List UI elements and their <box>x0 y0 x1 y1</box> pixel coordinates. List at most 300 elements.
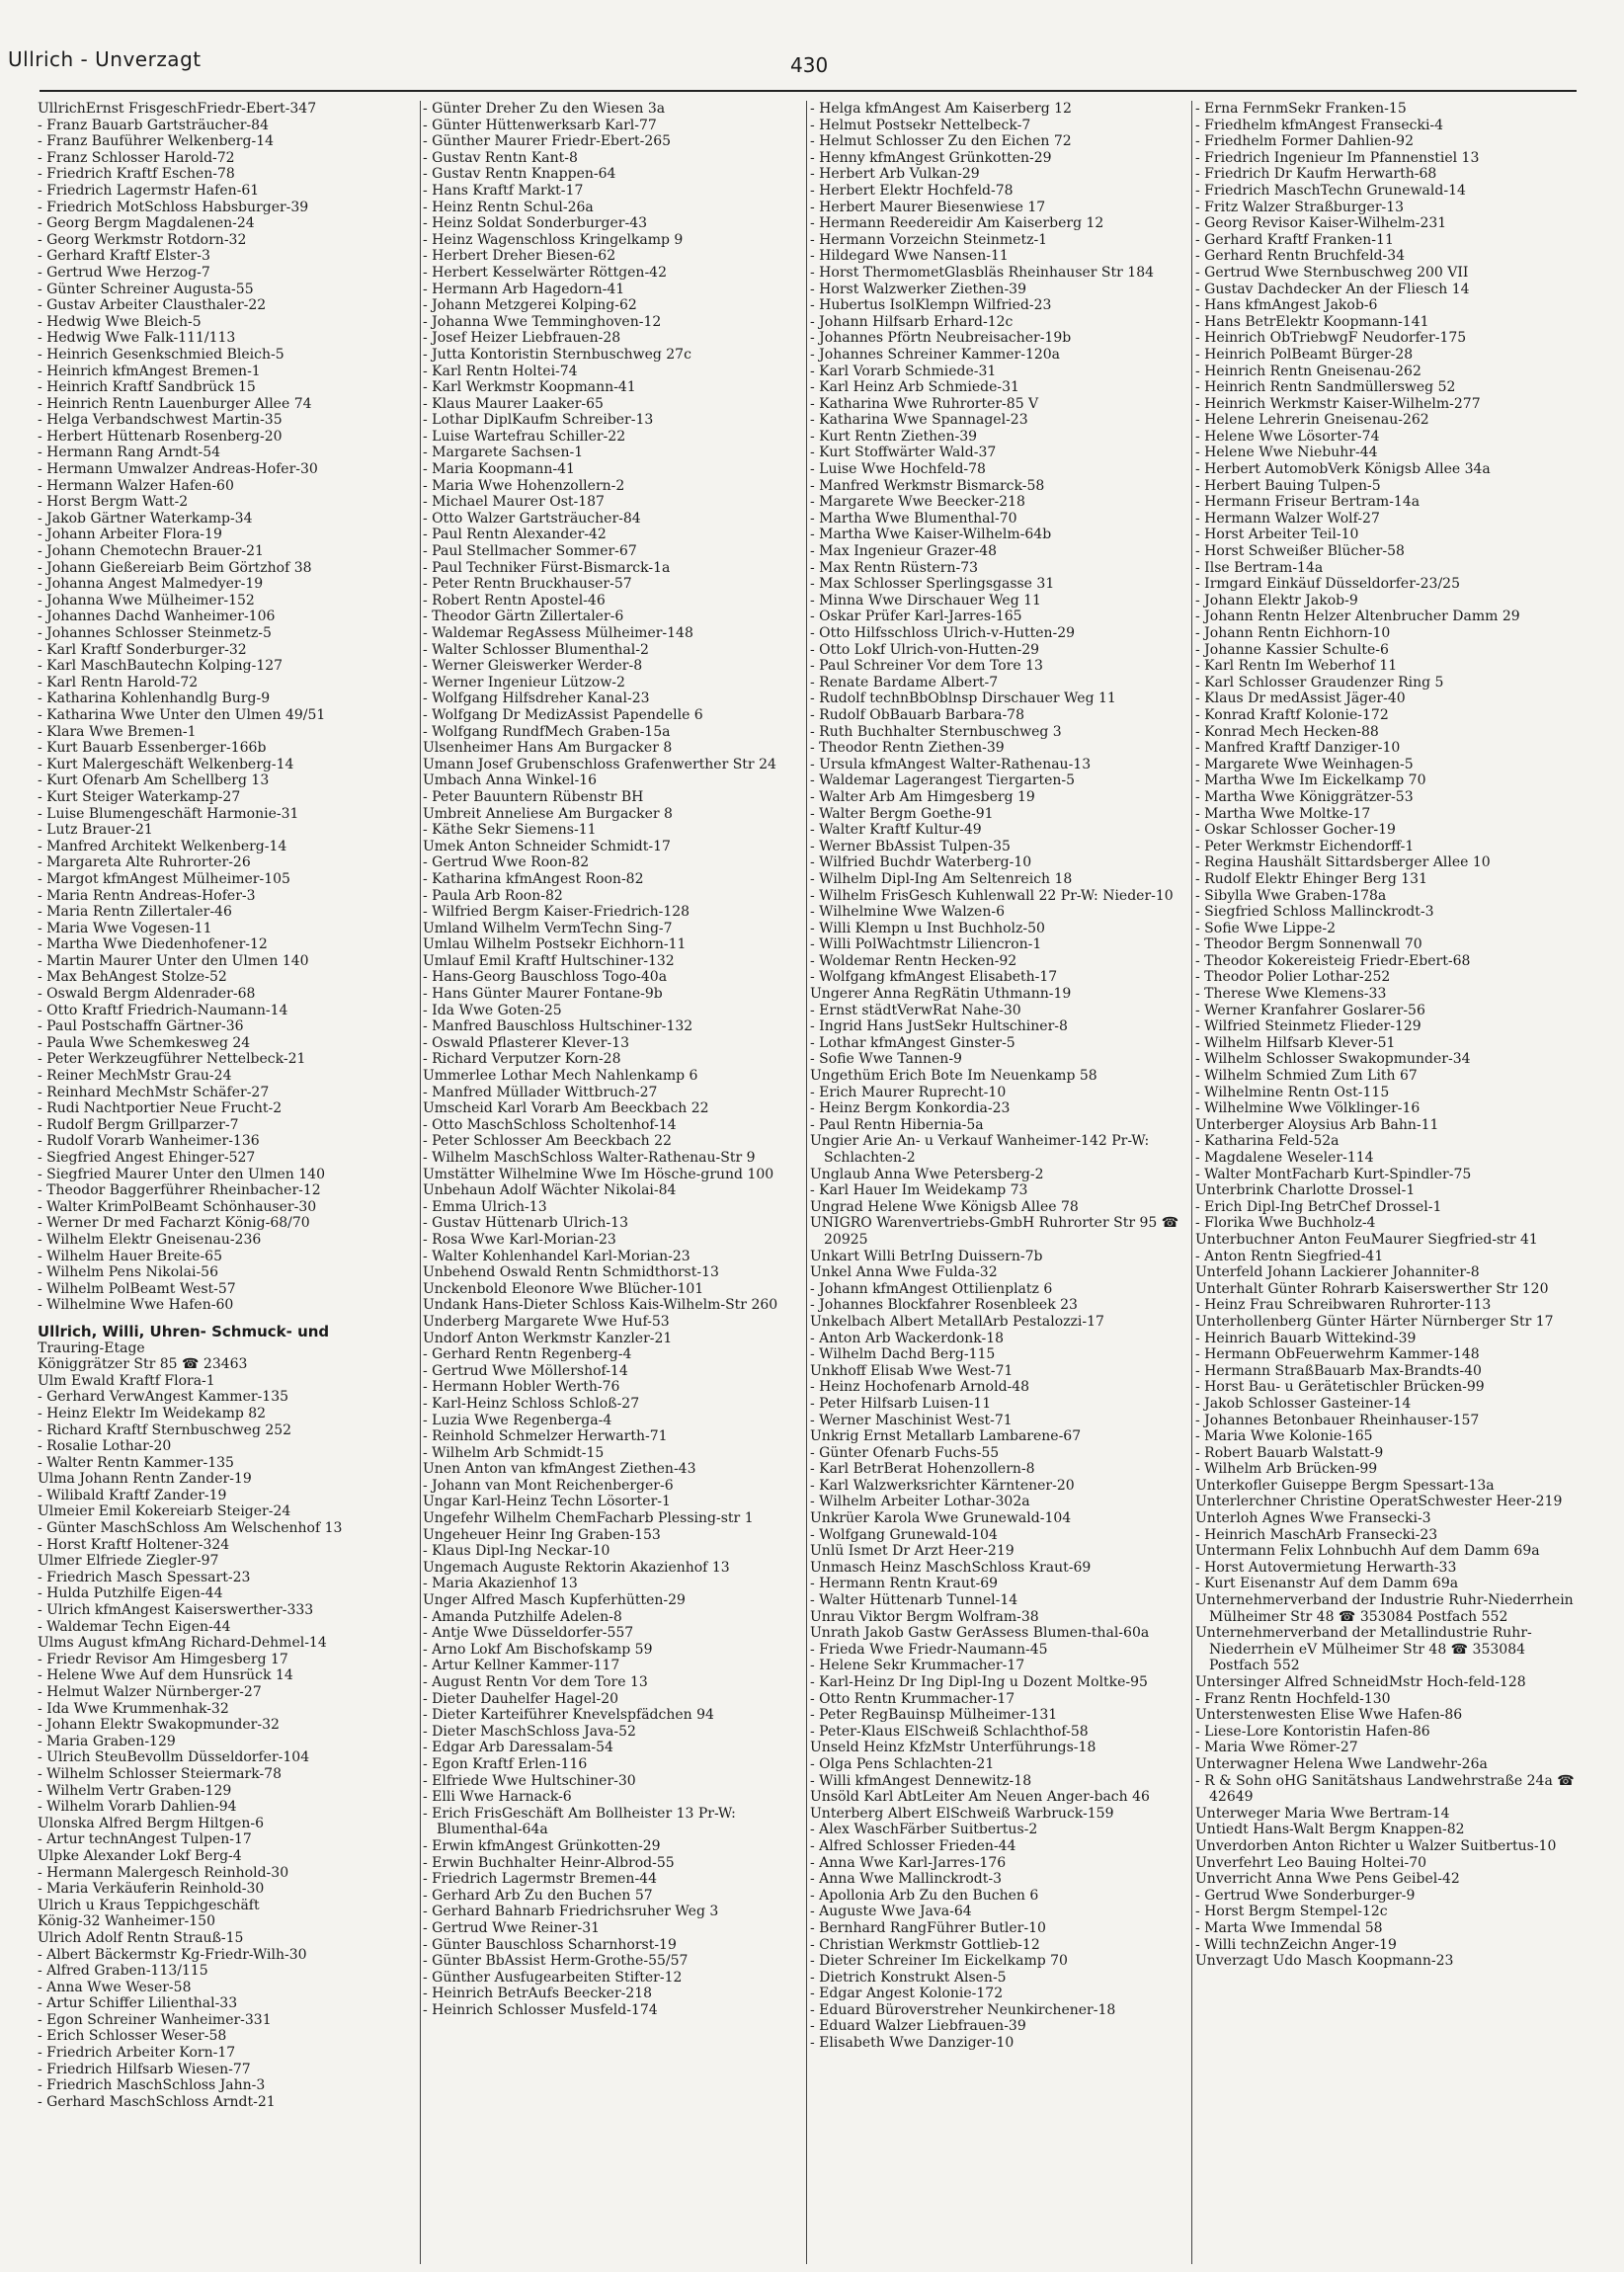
directory-entry: - Gerhard Rentn Bruchfeld-34 <box>1195 248 1406 265</box>
directory-entry: - Maria Koopmann-41 <box>423 461 575 478</box>
directory-entry: - Wilhelm Vorarb Dahlien-94 <box>38 1799 237 1816</box>
directory-entry: - Max Rentn Rüstern-73 <box>810 559 979 576</box>
directory-entry: - Fritz Walzer Straßburger-13 <box>1195 199 1405 215</box>
directory-entry: - Horst Bergm Watt-2 <box>38 494 189 511</box>
directory-entry: - Kurt Steiger Waterkamp-27 <box>38 788 241 805</box>
directory-entry: - Katharina Wwe Spannagel-23 <box>810 412 1028 429</box>
directory-entry: - Helene Wwe Lösorter-74 <box>1195 428 1380 445</box>
directory-entry: - Otto Kraftf Friedrich-Naumann-14 <box>38 1002 288 1018</box>
directory-entry: Undorf Anton Werkmstr Kanzler-21 <box>423 1330 673 1346</box>
directory-entry: - Martha Wwe Königgrätzer-53 <box>1195 788 1414 805</box>
directory-entry: Unbehend Oswald Rentn Schmidthorst-13 <box>423 1264 719 1281</box>
directory-entry: Untermann Felix Lohnbuchh Auf dem Damm 69a <box>1195 1543 1540 1560</box>
directory-entry: - Wilfried Steinmetz Flieder-129 <box>1195 1018 1421 1035</box>
directory-entry: - Walter Kraftf Kultur-49 <box>810 822 982 839</box>
directory-entry: - Paul Postschaffn Gärtner-36 <box>38 1018 244 1035</box>
directory-entry: - Karl Rentn Harold-72 <box>38 674 199 690</box>
directory-entry: Unterloh Agnes Wwe Fransecki-3 <box>1195 1510 1431 1527</box>
directory-entry: Undank Hans-Dieter Schloss Kais-Wilhelm-Str 260 <box>423 1297 778 1314</box>
directory-entry: Unterbrink Charlotte Drossel-1 <box>1195 1182 1416 1199</box>
directory-entry: - Dieter Dauhelfer Hagel-20 <box>423 1690 619 1707</box>
directory-entry: Ulrich Adolf Rentn Strauß-15 <box>38 1929 244 1946</box>
directory-entry: - Willi technZeichn Anger-19 <box>1195 1936 1397 1953</box>
directory-entry: - Waldemar Lagerangest Tiergarten-5 <box>810 772 1076 789</box>
directory-entry: - Florika Wwe Buchholz-4 <box>1195 1215 1376 1232</box>
directory-entry: - Renate Bardame Albert-7 <box>810 674 999 690</box>
directory-entry: - Woldemar Rentn Hecken-92 <box>810 952 1017 969</box>
directory-entry: - Johann Chemotechn Brauer-21 <box>38 543 264 560</box>
directory-entry: - Wilhelm Dipl-Ing Am Seltenreich 18 <box>810 870 1073 887</box>
directory-entry: - Manfred Architekt Welkenberg-14 <box>38 838 287 854</box>
directory-entry: - Johannes Pförtn Neubreisacher-19b <box>810 330 1072 347</box>
directory-entry: Umbreit Anneliese Am Burgacker 8 <box>423 805 673 822</box>
directory-entry: - Horst Kraftf Holtener-324 <box>38 1536 230 1553</box>
directory-entry: - Willi kfmAngest Dennewitz-18 <box>810 1772 1032 1789</box>
directory-entry: - Hedwig Wwe Falk-111/113 <box>38 330 236 347</box>
directory-entry: Ungier Arie An- u Verkauf Wanheimer-142 Pr-W: Schlachten-2 <box>810 1133 1150 1166</box>
directory-entry: Umscheid Karl Vorarb Am Beeckbach 22 <box>423 1100 709 1117</box>
directory-entry: - Hubertus IsolKlempn Wilfried-23 <box>810 297 1052 314</box>
directory-entry: - Gustav Arbeiter Clausthaler-22 <box>38 297 267 314</box>
directory-entry: - Oskar Prüfer Karl-Jarres-165 <box>810 609 1022 625</box>
directory-entry: - Heinz Bergm Konkordia-23 <box>810 1100 1011 1117</box>
directory-entry: - Günter Dreher Zu den Wiesen 3a <box>423 101 666 117</box>
directory-entry: Unrath Jakob Gastw GerAssess Blumen-thal-60a <box>810 1625 1150 1642</box>
directory-entry: - Horst Autovermietung Herwarth-33 <box>1195 1559 1457 1576</box>
directory-entry: - Wolfgang kfmAngest Elisabeth-17 <box>810 969 1058 986</box>
directory-entry: - Günter Hüttenwerksarb Karl-77 <box>423 117 657 133</box>
directory-entry: - Gertrud Wwe Roon-82 <box>423 854 590 871</box>
directory-entry: - Johanna Wwe Temminghoven-12 <box>423 313 662 330</box>
directory-entry: - Gustav Rentn Knappen-64 <box>423 166 616 183</box>
directory-entry: - Gertrud Wwe Möllershof-14 <box>423 1362 628 1379</box>
directory-entry: - Luise Blumengeschäft Harmonie-31 <box>38 805 299 822</box>
directory-entry: - Wolfgang Hilfsdreher Kanal-23 <box>423 690 650 707</box>
directory-entry: - Heinz Frau Schreibwaren Ruhrorter-113 <box>1195 1297 1492 1314</box>
directory-entry: - Herbert Maurer Biesenwiese 17 <box>810 199 1046 215</box>
directory-entry: - Johann Gießereiarb Beim Görtzhof 38 <box>38 559 312 576</box>
directory-entry: - Katharina Feld-52a <box>1195 1133 1340 1150</box>
directory-entry: Ulrich u Kraus Teppichgeschäft <box>38 1897 260 1913</box>
directory-entry: - Walter MontFacharb Kurt-Spindler-75 <box>1195 1166 1472 1182</box>
directory-entry: - Edgar Angest Kolonie-172 <box>810 1986 1004 2002</box>
directory-entry: - Helene Wwe Auf dem Hunsrück 14 <box>38 1667 293 1684</box>
directory-entry: - Friedrich Dr Kaufm Herwarth-68 <box>1195 166 1437 183</box>
directory-entry: - Konrad Kraftf Kolonie-172 <box>1195 706 1389 723</box>
directory-column-1 <box>38 101 415 2264</box>
directory-entry: - Friedhelm kfmAngest Fransecki-4 <box>1195 117 1444 133</box>
directory-entry: UNIGRO Warenvertriebs-GmbH Ruhrorter Str 95 ☎ 20925 <box>810 1215 1179 1248</box>
directory-entry: Ungemach Auguste Rektorin Akazienhof 13 <box>423 1559 730 1576</box>
directory-entry: - Eduard Walzer Liebfrauen-39 <box>810 2018 1026 2035</box>
directory-entry: - Willi PolWachtmstr Liliencron-1 <box>810 936 1042 953</box>
directory-entry: - Egon Schreiner Wanheimer-331 <box>38 2011 272 2028</box>
directory-entry: Unkart Willi BetrIng Duissern-7b <box>810 1248 1043 1264</box>
directory-entry: - Dieter Schreiner Im Eickelkamp 70 <box>810 1953 1068 1970</box>
directory-entry: - Reinhold Schmelzer Herwarth-71 <box>423 1428 668 1445</box>
directory-entry: - Georg Werkmstr Rotdorn-32 <box>38 231 247 248</box>
directory-entry: - Sofie Wwe Lippe-2 <box>1195 920 1337 936</box>
directory-entry: Unterhollenberg Günter Härter Nürnberger Str 17 <box>1195 1313 1554 1330</box>
directory-entry: - Gertrud Wwe Herzog-7 <box>38 264 210 281</box>
directory-entry: Unternehmerverband der Metallindustrie Ruhr-Niederrhein eV Mülheimer Str 48 ☎ 353084 Postfach 552 <box>1195 1625 1532 1674</box>
directory-entry: - Katharina kfmAngest Roon-82 <box>423 870 644 887</box>
directory-entry: - Gertrud Wwe Sternbuschweg 200 VII <box>1195 264 1469 281</box>
directory-entry: - Richard Verputzer Korn-28 <box>423 1051 621 1068</box>
directory-entry: - Werner Gleiswerker Werder-8 <box>423 658 643 675</box>
directory-entry: UllrichErnst FrisgeschFriedr-Ebert-347 <box>38 101 317 117</box>
directory-entry: - Johannes Schlosser Steinmetz-5 <box>38 625 272 641</box>
directory-entry: - Hans Kraftf Markt-17 <box>423 182 584 199</box>
directory-entry: - Günter Schreiner Augusta-55 <box>38 281 254 297</box>
directory-entry: - Martha Wwe Moltke-17 <box>1195 805 1371 822</box>
directory-entry: - Horst Bergm Stempel-12c <box>1195 1904 1388 1920</box>
directory-entry: - Irmgard Einkäuf Düsseldorfer-23/25 <box>1195 576 1460 593</box>
directory-entry: - Hermann Umwalzer Andreas-Hofer-30 <box>38 461 318 478</box>
directory-entry: - Gustav Hüttenarb Ulrich-13 <box>423 1215 628 1232</box>
directory-entry: - Hermann Rentn Kraut-69 <box>810 1576 999 1592</box>
directory-entry: - Willi Klempn u Inst Buchholz-50 <box>810 920 1045 936</box>
directory-entry: - Elisabeth Wwe Danziger-10 <box>810 2035 1015 2052</box>
running-head: Ullrich - Unverzagt <box>8 47 202 71</box>
directory-entry: Ulpke Alexander Lokf Berg-4 <box>38 1847 242 1864</box>
directory-entry: - Otto Walzer Gartsträucher-84 <box>423 510 641 527</box>
directory-entry: - Manfred Müllader Wittbruch-27 <box>423 1084 658 1100</box>
directory-entry: - Käthe Sekr Siemens-11 <box>423 822 597 839</box>
directory-entry: - Maria Wwe Römer-27 <box>1195 1740 1358 1756</box>
directory-entry: - Otto Hilfsschloss Ulrich-v-Hutten-29 <box>810 625 1076 641</box>
directory-entry: Ungrad Helene Wwe Königsb Allee 78 <box>810 1198 1079 1215</box>
directory-entry: - Paula Arb Roon-82 <box>423 887 563 904</box>
directory-entry: - Arno Lokf Am Bischofskamp 59 <box>423 1641 653 1658</box>
directory-entry: - Christian Werkmstr Gottlieb-12 <box>810 1936 1040 1953</box>
directory-entry: - Luise Wwe Hochfeld-78 <box>810 461 986 478</box>
directory-entry: - Artur technAngest Tulpen-17 <box>38 1831 252 1848</box>
directory-entry: - Peter Werkmstr Eichendorff-1 <box>1195 838 1415 854</box>
directory-entry: - Emma Ulrich-13 <box>423 1198 547 1215</box>
directory-entry: - Lothar DiplKaufm Schreiber-13 <box>423 412 654 429</box>
page-header <box>0 0 1624 99</box>
directory-entry: - Theodor Kokereisteig Friedr-Ebert-68 <box>1195 952 1471 969</box>
directory-entry: - Johann Rentn Eichhorn-10 <box>1195 625 1391 641</box>
directory-entry: - Oswald Bergm Aldenrader-68 <box>38 986 256 1003</box>
directory-entry: Umbach Anna Winkel-16 <box>423 772 598 789</box>
directory-entry: - Martha Wwe Blumenthal-70 <box>810 510 1017 527</box>
directory-entry: - Peter Werkzeugführer Nettelbeck-21 <box>38 1051 306 1068</box>
directory-entry: - Helene Sekr Krummacher-17 <box>810 1658 1025 1674</box>
directory-entry: - Günther Ausfugearbeiten Stifter-12 <box>423 1969 683 1986</box>
directory-entry: - Egon Kraftf Erlen-116 <box>423 1755 588 1772</box>
directory-entry: - Heinrich Rentn Sandmüllersweg 52 <box>1195 379 1456 396</box>
directory-entry: - Friedrich Masch Spessart-23 <box>38 1569 251 1585</box>
directory-entry: - Johann kfmAngest Ottilienplatz 6 <box>810 1280 1053 1297</box>
directory-entry: - Wilfried Bergm Kaiser-Friedrich-128 <box>423 904 690 921</box>
directory-entry: - Heinrich ObTriebwgF Neudorfer-175 <box>1195 330 1467 347</box>
directory-entry: - Wilhelm Arbeiter Lothar-302a <box>810 1494 1030 1510</box>
directory-entry: - Reiner MechMstr Grau-24 <box>38 1068 232 1085</box>
directory-entry: - Hermann Friseur Bertram-14a <box>1195 494 1421 511</box>
directory-entry: - Walter Bergm Goethe-91 <box>810 805 994 822</box>
directory-entry: - Johannes Blockfahrer Rosenbleek 23 <box>810 1297 1078 1314</box>
directory-entry: - Friedrich Ingenieur Im Pfannenstiel 13 <box>1195 149 1480 166</box>
directory-entry: - Waldemar RegAssess Mülheimer-148 <box>423 625 693 641</box>
directory-entry: - Herbert Hüttenarb Rosenberg-20 <box>38 428 283 445</box>
directory-entry: - Franz Rentn Hochfeld-130 <box>1195 1690 1391 1707</box>
directory-entry: - Erwin kfmAngest Grünkotten-29 <box>423 1837 661 1854</box>
directory-entry: Unkel Anna Wwe Fulda-32 <box>810 1264 998 1281</box>
directory-entry: - Werner Ingenieur Lützow-2 <box>423 674 625 690</box>
directory-entry: - Anna Wwe Weser-58 <box>38 1979 192 1995</box>
directory-entry: - Maria Rentn Zillertaler-46 <box>38 904 232 921</box>
directory-entry: - Wilhelm Arb Brücken-99 <box>1195 1461 1378 1478</box>
directory-column-2 <box>423 101 803 2264</box>
directory-entry: - Johann Arbeiter Flora-19 <box>38 527 222 543</box>
directory-entry: Ulm Ewald Kraftf Flora-1 <box>38 1372 215 1389</box>
directory-entry: - Rudolf technBbOblnsp Dirschauer Weg 11 <box>810 690 1116 707</box>
directory-entry: - Karl MaschBautechn Kolping-127 <box>38 658 284 675</box>
directory-entry: Ulsenheimer Hans Am Burgacker 8 <box>423 740 673 757</box>
directory-entry: - Wolfgang Grunewald-104 <box>810 1526 998 1543</box>
directory-entry: - Walter Arb Am Himgesberg 19 <box>810 788 1035 805</box>
directory-entry: - Wilfried Buchdr Waterberg-10 <box>810 854 1032 871</box>
directory-entry: - Manfred Bauschloss Hultschiner-132 <box>423 1018 693 1035</box>
directory-entry: - Walter Schlosser Blumenthal-2 <box>423 641 649 658</box>
directory-entry: - Wilhelm FrisGesch Kuhlenwall 22 Pr-W: Nieder-10 <box>810 887 1174 904</box>
directory-entry: - Minna Wwe Dirschauer Weg 11 <box>810 592 1041 609</box>
directory-entry: Unen Anton van kfmAngest Ziethen-43 <box>423 1461 696 1478</box>
directory-entry: - Herbert Elektr Hochfeld-78 <box>810 182 1014 199</box>
directory-entry: - Bernhard RangFührer Butler-10 <box>810 1919 1046 1936</box>
directory-entry: - Rudolf ObBauarb Barbara-78 <box>810 706 1024 723</box>
directory-entry: - Wilhelm Vertr Graben-129 <box>38 1782 232 1799</box>
directory-entry: Unterkofler Guiseppe Bergm Spessart-13a <box>1195 1477 1495 1494</box>
directory-entry: - Heinz Wagenschloss Kringelkamp 9 <box>423 231 684 248</box>
directory-entry: - Wolfgang RundfMech Graben-15a <box>423 723 671 740</box>
directory-entry: - Karl Rentn Im Weberhof 11 <box>1195 658 1398 675</box>
directory-entry: - Karl-Heinz Dr Ing Dipl-Ing u Dozent Moltke-95 <box>810 1674 1148 1690</box>
directory-entry: - Kurt Malergeschäft Welkenberg-14 <box>38 756 294 772</box>
directory-entry: - Wilhelmine Wwe Hafen-60 <box>38 1297 234 1314</box>
directory-entry: Umlau Wilhelm Postsekr Eichhorn-11 <box>423 936 687 953</box>
directory-entry: Unbehaun Adolf Wächter Nikolai-84 <box>423 1182 677 1199</box>
directory-entry: Ulma Johann Rentn Zander-19 <box>38 1471 252 1488</box>
directory-entry: - Peter Bauuntern Rübenstr BH <box>423 788 644 805</box>
directory-entry: - Liese-Lore Kontoristin Hafen-86 <box>1195 1723 1430 1740</box>
directory-entry: - Magdalene Weseler-114 <box>1195 1150 1374 1166</box>
directory-entry: - Otto Lokf Ulrich-von-Hutten-29 <box>810 641 1040 658</box>
directory-entry: - Friedrich Arbeiter Korn-17 <box>38 2045 236 2062</box>
directory-entry: - Johannes Dachd Wanheimer-106 <box>38 609 276 625</box>
directory-entry: - Georg Revisor Kaiser-Wilhelm-231 <box>1195 215 1447 232</box>
directory-entry: - Ernst städtVerwRat Nahe-30 <box>810 1002 1021 1018</box>
directory-entry: - Margarete Wwe Beecker-218 <box>810 494 1025 511</box>
directory-entry: - Regina Haushält Sittardsberger Allee 10 <box>1195 854 1491 871</box>
directory-entry: - Günter MaschSchloss Am Welschenhof 13 <box>38 1520 343 1537</box>
directory-entry: - Elfriede Wwe Hultschiner-30 <box>423 1772 636 1789</box>
directory-entry: - Karl-Heinz Schloss Schloß-27 <box>423 1395 640 1412</box>
directory-entry: - Siegfried Maurer Unter den Ulmen 140 <box>38 1166 325 1182</box>
directory-entry: Umann Josef Grubenschloss Grafenwerther Str 24 <box>423 756 776 772</box>
directory-entry: - Maria Akazienhof 13 <box>423 1576 578 1592</box>
directory-entry: - Hermann Walzer Hafen-60 <box>38 477 234 494</box>
directory-entry: - Robert Bauarb Walstatt-9 <box>1195 1444 1384 1461</box>
directory-entry: Unkhoff Elisab Wwe West-71 <box>810 1362 1014 1379</box>
directory-entry: - Gerhard Kraftf Franken-11 <box>1195 231 1394 248</box>
directory-entry: - Wilhelmine Wwe Walzen-6 <box>810 904 1005 921</box>
directory-entry: - Paul Stellmacher Sommer-67 <box>423 543 637 560</box>
directory-entry: - Hildegard Wwe Nansen-11 <box>810 248 1009 265</box>
directory-entry: - Therese Wwe Klemens-33 <box>1195 986 1387 1003</box>
directory-entry: - Heinrich kfmAngest Bremen-1 <box>38 363 261 379</box>
directory-entry: - Albert Bäckermstr Kg-Friedr-Wilh-30 <box>38 1946 307 1963</box>
directory-entry: Ummerlee Lothar Mech Nahlenkamp 6 <box>423 1068 698 1085</box>
directory-entry: - Sofie Wwe Tannen-9 <box>810 1051 962 1068</box>
directory-entry: - Olga Pens Schlachten-21 <box>810 1755 995 1772</box>
directory-entry: - Margot kfmAngest Mülheimer-105 <box>38 870 290 887</box>
directory-entry: - Paul Rentn Alexander-42 <box>423 527 607 543</box>
directory-entry: - Heinz Soldat Sonderburger-43 <box>423 215 648 232</box>
directory-entry: - Konrad Mech Hecken-88 <box>1195 723 1379 740</box>
directory-entry: - Wilibald Kraftf Zander-19 <box>38 1487 227 1503</box>
directory-entry: Königgrätzer Str 85 ☎ 23463 <box>38 1356 248 1373</box>
directory-entry: - Hermann Vorzeichn Steinmetz-1 <box>810 231 1048 248</box>
directory-entry: - Franz Schlosser Harold-72 <box>38 149 235 166</box>
directory-entry: - Otto MaschSchloss Scholtenhof-14 <box>423 1116 677 1133</box>
directory-entry: - Wilhelm Schmied Zum Lith 67 <box>1195 1068 1418 1085</box>
directory-entry: - Horst Walzwerker Ziethen-39 <box>810 281 1026 297</box>
directory-entry: - Theodor Polier Lothar-252 <box>1195 969 1391 986</box>
directory-entry: Unseld Heinz KfzMstr Unterführungs-18 <box>810 1740 1096 1756</box>
directory-entry: - Peter Schlosser Am Beeckbach 22 <box>423 1133 672 1150</box>
directory-entry: - Günter BbAssist Herm-Grothe-55/57 <box>423 1953 689 1970</box>
directory-entry: - Friedrich Hilfsarb Wiesen-77 <box>38 2061 251 2077</box>
directory-entry: - Alex WaschFärber Suitbertus-2 <box>810 1822 1038 1838</box>
directory-entry: - Johann Elektr Jakob-9 <box>1195 592 1358 609</box>
directory-entry: - Hermann Hobler Werth-76 <box>423 1379 620 1396</box>
directory-entry: - Margarete Wwe Weinhagen-5 <box>1195 756 1414 772</box>
directory-entry: - Herbert Dreher Biesen-62 <box>423 248 616 265</box>
directory-entry: - Hermann StraßBauarb Max-Brandts-40 <box>1195 1362 1482 1379</box>
directory-entry: Umstätter Wilhelmine Wwe Im Hösche-grund 100 <box>423 1166 774 1182</box>
directory-entry: - Gerhard Arb Zu den Buchen 57 <box>423 1887 653 1904</box>
directory-entry: - Georg Bergm Magdalenen-24 <box>38 215 255 232</box>
directory-entry: - Josef Heizer Liebfrauen-28 <box>423 330 621 347</box>
directory-entry: - Erich Schlosser Weser-58 <box>38 2028 227 2045</box>
directory-entry: - Wilhelm Elektr Gneisenau-236 <box>38 1231 262 1248</box>
directory-entry: Unrau Viktor Bergm Wolfram-38 <box>810 1608 1039 1625</box>
directory-entry: - Martha Wwe Diedenhofener-12 <box>38 936 268 953</box>
directory-entry: - Max Ingenieur Grazer-48 <box>810 543 998 560</box>
directory-entry: - Jakob Gärtner Waterkamp-34 <box>38 510 253 527</box>
directory-entry: - Heinrich Rentn Gneisenau-262 <box>1195 363 1421 379</box>
directory-entry: - Lothar kfmAngest Ginster-5 <box>810 1034 1015 1051</box>
directory-entry: - Theodor Baggerführer Rheinbacher-12 <box>38 1182 321 1199</box>
directory-entry: - Johannes Schreiner Kammer-120a <box>810 346 1061 363</box>
directory-entry: - Franz Bauarb Gartsträucher-84 <box>38 117 269 133</box>
directory-entry: - Rosalie Lothar-20 <box>38 1438 172 1455</box>
directory-entry: - Heinrich Rentn Lauenburger Allee 74 <box>38 395 312 412</box>
directory-entry: König-32 Wanheimer-150 <box>38 1913 215 1930</box>
directory-column-4 <box>1195 101 1581 2264</box>
directory-entry: - Karl BetrBerat Hohenzollern-8 <box>810 1461 1035 1478</box>
directory-entry: Unlü Ismet Dr Arzt Heer-219 <box>810 1543 1015 1560</box>
directory-entry: - Johanna Angest Malmedyer-19 <box>38 576 264 593</box>
directory-entry: - Auguste Wwe Java-64 <box>810 1904 972 1920</box>
directory-entry: - Horst Schweißer Blücher-58 <box>1195 543 1405 560</box>
directory-entry: - Wilhelmine Rentn Ost-115 <box>1195 1084 1390 1100</box>
directory-entry: - Peter RegBauinsp Mülheimer-131 <box>810 1707 1058 1724</box>
directory-entry: - Johann Metzgerei Kolping-62 <box>423 297 637 314</box>
directory-entry: - Heinrich Kraftf Sandbrück 15 <box>38 379 256 396</box>
directory-entry: - Rosa Wwe Karl-Morian-23 <box>423 1231 616 1248</box>
directory-entry: - Kurt Bauarb Essenberger-166b <box>38 740 267 757</box>
directory-entry: - Frieda Wwe Friedr-Naumann-45 <box>810 1641 1048 1658</box>
directory-entry: - Theodor Bergm Sonnenwall 70 <box>1195 936 1422 953</box>
directory-entry: - Wilhelm Hilfsarb Klever-51 <box>1195 1034 1396 1051</box>
directory-entry: - Kurt Ofenarb Am Schellberg 13 <box>38 772 270 789</box>
directory-entry: - Max BehAngest Stolze-52 <box>38 969 227 986</box>
directory-entry: - Helmut Postsekr Nettelbeck-7 <box>810 117 1031 133</box>
directory-entry: Unmasch Heinz MaschSchloss Kraut-69 <box>810 1559 1092 1576</box>
directory-entry: - Franz Bauführer Welkenberg-14 <box>38 133 275 150</box>
directory-entry: - Martha Wwe Im Eickelkamp 70 <box>1195 772 1426 789</box>
directory-entry: - Friedr Revisor Am Himgesberg 17 <box>38 1651 288 1667</box>
directory-entry: - Gustav Rentn Kant-8 <box>423 149 578 166</box>
directory-entry: - Anna Wwe Karl-Jarres-176 <box>810 1854 1007 1871</box>
directory-entry: - Ulrich kfmAngest Kaiserswerther-333 <box>38 1602 314 1619</box>
directory-entry: - Maria Graben-129 <box>38 1733 176 1749</box>
directory-entry: - Erwin Buchhalter Heinr-Albrod-55 <box>423 1854 675 1871</box>
column-divider <box>420 101 421 2264</box>
directory-entry: - Alfred Graben-113/115 <box>38 1963 208 1980</box>
directory-entry: - Theodor Rentn Ziethen-39 <box>810 740 1005 757</box>
directory-entry: - Heinz Elektr Im Weidekamp 82 <box>38 1405 267 1421</box>
directory-entry: - Hedwig Wwe Bleich-5 <box>38 313 202 330</box>
directory-entry: - Helga Verbandschwest Martin-35 <box>38 412 283 429</box>
directory-entry: Trauring-Etage <box>38 1339 145 1356</box>
directory-entry: - Kurt Eisenanstr Auf dem Damm 69a <box>1195 1576 1459 1592</box>
directory-entry: - Oskar Schlosser Gocher-19 <box>1195 822 1396 839</box>
directory-entry: - Friedrich Lagermstr Hafen-61 <box>38 182 260 199</box>
directory-entry: - Gertrud Wwe Reiner-31 <box>423 1919 601 1936</box>
directory-entry: - Hans Günter Maurer Fontane-9b <box>423 986 663 1003</box>
directory-entry: - Ingrid Hans JustSekr Hultschiner-8 <box>810 1018 1068 1035</box>
directory-entry: Ulms August kfmAng Richard-Dehmel-14 <box>38 1635 327 1652</box>
directory-entry: - Wolfgang Dr MedizAssist Papendelle 6 <box>423 706 703 723</box>
directory-entry: - Dieter MaschSchloss Java-52 <box>423 1723 636 1740</box>
directory-entry: Unverfehrt Leo Bauing Holtei-70 <box>1195 1854 1427 1871</box>
directory-entry: Untersinger Alfred SchneidMstr Hoch-feld-128 <box>1195 1674 1526 1690</box>
directory-entry: - Hermann ObFeuerwehrm Kammer-148 <box>1195 1346 1480 1363</box>
directory-entry: Underberg Margarete Wwe Huf-53 <box>423 1313 670 1330</box>
directory-entry: - Katharina Wwe Ruhrorter-85 V <box>810 395 1039 412</box>
directory-entry: - Günther Maurer Friedr-Ebert-265 <box>423 133 672 150</box>
directory-entry: - Heinrich BetrAufs Beecker-218 <box>423 1986 653 2002</box>
directory-entry: - Helga kfmAngest Am Kaiserberg 12 <box>810 101 1072 117</box>
directory-entry: Umek Anton Schneider Schmidt-17 <box>423 838 671 854</box>
directory-entry: - Artur Kellner Kammer-117 <box>423 1658 620 1674</box>
directory-entry: - Hermann Walzer Wolf-27 <box>1195 510 1380 527</box>
directory-entry: - Waldemar Techn Eigen-44 <box>38 1618 231 1635</box>
directory-entry: Unterberg Albert ElSchweiß Warbruck-159 <box>810 1805 1114 1822</box>
directory-entry: - Johann Elektr Swakopmunder-32 <box>38 1717 280 1734</box>
directory-entry: Unsöld Karl AbtLeiter Am Neuen Anger-bach 46 <box>810 1789 1150 1806</box>
directory-entry: - Paula Wwe Schemkesweg 24 <box>38 1034 251 1051</box>
directory-entry: - Gerhard Kraftf Elster-3 <box>38 248 210 265</box>
directory-entry: - Wilhelm Pens Nikolai-56 <box>38 1264 218 1281</box>
directory-entry: Unterberger Aloysius Arb Bahn-11 <box>1195 1116 1439 1133</box>
directory-entry: - Paul Schreiner Vor dem Tore 13 <box>810 658 1043 675</box>
